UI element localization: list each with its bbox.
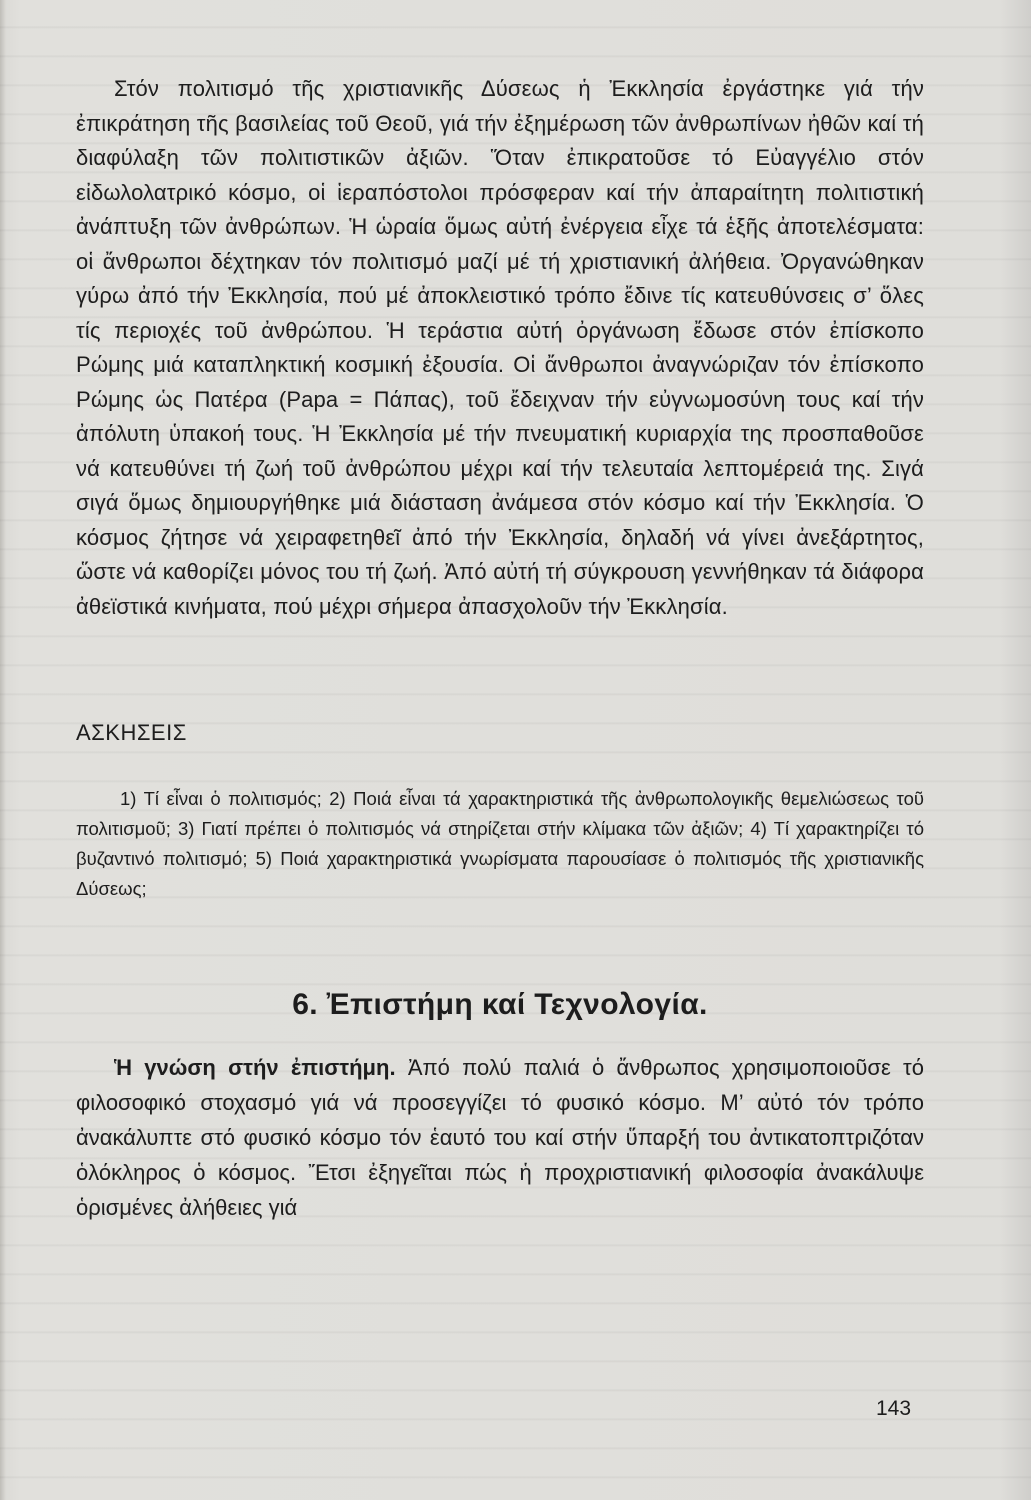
- page-number: 143: [876, 1397, 912, 1420]
- section-text: Ἀπό πολύ παλιά ὁ ἄνθρωπος χρησιμοποιοῦσε τό φιλοσοφικό στοχασμό γιά νά προσεγγίζει τό φυσικό κόσμο. Μ’ αὐτό τόν τρόπο ἀνακάλυπτε στό φυσικό κόσμο τόν ἑαυτό του καί στήν ὕπαρξή του ἀντικατοπτριζόταν ὁλόκληρος ὁ κόσμος. Ἔτσι ἐξηγεῖται πώς ἡ προχριστιανική φιλοσοφία ἀνακάλυψε ὁρισμένες ἀλήθειες γιά: [76, 1055, 924, 1220]
- exercises-title: ΑΣΚΗΣΕΙΣ: [76, 720, 187, 745]
- section-paragraph: [76, 1050, 924, 1225]
- body-paragraph: Στόν πολιτισμό τῆς χριστιανικῆς Δύσεως ἡ Ἐκκλησία ἐργάστηκε γιά τήν ἐπικράτηση τῆς βασιλείας τοῦ Θεοῦ, γιά τήν ἐξημέρωση τῶν ἀνθρωπίνων ἠθῶν καί τή διαφύλαξη τῶν πολιτιστικῶν ἀξιῶν. Ὅταν ἐπικρατοῦσε τό Εὐαγγέλιο στόν εἰδωλολατρικό κόσμο, οἱ ἱεραπόστολοι πρόσφεραν καί τήν ἀπαραίτητη πολιτιστική ἀνάπτυξη τῶν ἀνθρώπων. Ἡ ὡραία ὅμως αὐτή ἐνέργεια εἶχε τά ἑξῆς ἀποτελέσματα: οἱ ἄνθρωποι δέχτηκαν τόν πολιτισμό μαζί μέ τή χριστιανική ἀλήθεια. Ὀργανώθηκαν γύρω ἀπό τήν Ἐκκλησία, πού μέ ἀποκλειστικό τρόπο ἔδινε τίς κατευθύνσεις σ’ ὅλες τίς περιοχές τοῦ ἀνθρώπου. Ἡ τεράστια αὐτή ὀργάνωση ἔδωσε στόν ἐπίσκοπο Ρώμης μιά καταπληκτική κοσμική ἐξουσία. Οἱ ἄνθρωποι ἀναγνώριζαν τόν ἐπίσκοπο Ρώμης ὡς Πατέρα (Papa = Πάπας), τοῦ ἔδειχναν τήν εὐγνωμοσύνη τους καί τήν ἀπόλυτη ὑπακοή τους. Ἡ Ἐκκλησία μέ τήν πνευματική κυριαρχία της προσπαθοῦσε νά κατευθύνει τή ζωή τοῦ ἀνθρώπου μέχρι καί τήν τελευταία λεπτομέρειά της. Σιγά σιγά ὅμως δημιουργήθηκε μιά διάσταση ἀνάμεσα στόν κόσμο καί τήν Ἐκκλησία. Ὁ κόσμος ζήτησε νά χειραφετηθεῖ ἀπό τήν Ἐκκλησία, δηλαδή νά γίνει ἀνεξάρτητος, ὥστε νά καθορίζει μόνος του τή ζωή. Ἀπό αὐτή τή σύγκρουση γεννήθηκαν τά διάφορα ἀθεϊστικά κινήματα, πού μέχρι σήμερα ἀπασχολοῦν τήν Ἐκκλησία.: [76, 76, 924, 619]
- section-lead: Ἡ γνώση στήν ἐπιστήμη.: [114, 1055, 396, 1080]
- page-content: [76, 72, 924, 1225]
- exercises-text: 1) Τί εἶναι ὁ πολιτισμός; 2) Ποιά εἶναι τά χαρακτηριστικά τῆς ἀνθρωπολογικῆς θεμελιώσεως τοῦ πολιτισμοῦ; 3) Γιατί πρέπει ὁ πολιτισμός νά στηρίζεται στήν κλίμακα τῶν ἀξιῶν; 4) Τί χαρακτηρίζει τό βυζαντινό πολιτισμό; 5) Ποιά χαρακτηριστικά γνωρίσματα παρουσίασε ὁ πολιτισμός τῆς χριστιανικῆς Δύσεως;: [76, 788, 924, 899]
- section-heading: 6. Ἐπιστήμη καί Τεχνολογία.: [292, 988, 708, 1021]
